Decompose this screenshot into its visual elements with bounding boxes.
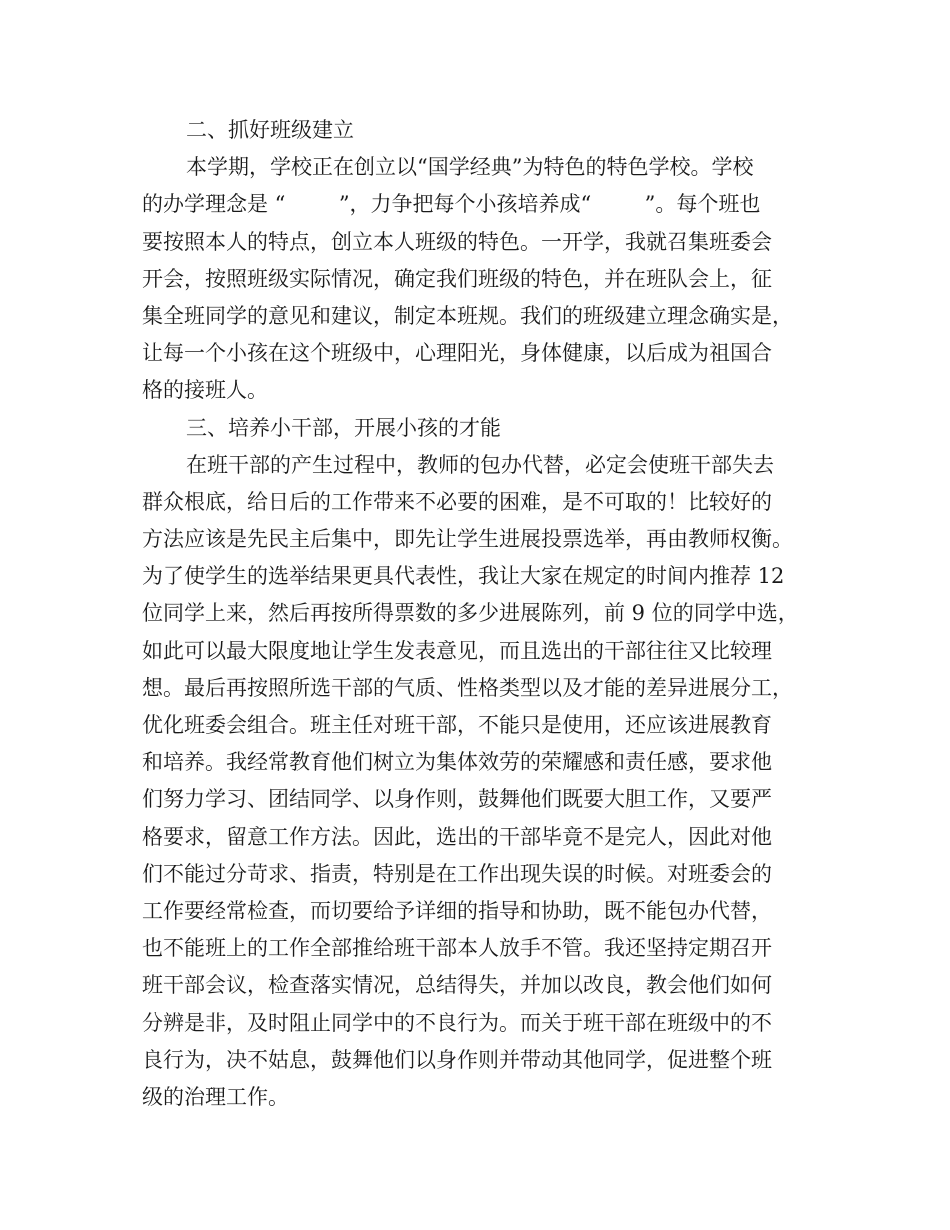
paragraph-line: 方法应该是先民主后集中，即先让学生进展投票选举，再由教师权衡。 <box>142 527 793 552</box>
paragraph-line: 和培养。我经常教育他们树立为集体效劳的荣耀感和责任感，要求他 <box>142 750 772 775</box>
paragraph-line: 格要求，留意工作方法。因此，选出的干部毕竟不是完人，因此对他 <box>142 824 772 849</box>
paragraph-line: 位同学上来，然后再按所得票数的多少进展陈列，前 9 位的同学中选， <box>142 601 799 626</box>
paragraph-line: 开会，按照班级实际情况，确定我们班级的特色，并在班队会上，征 <box>142 266 772 291</box>
paragraph-line: 也不能班上的工作全部推给班干部本人放手不管。我还坚持定期召开 <box>142 936 772 961</box>
paragraph-line: 级的治理工作。 <box>142 1084 289 1109</box>
paragraph-line: 们努力学习、团结同学、以身作则，鼓舞他们既要大胆工作，又要严 <box>142 787 772 812</box>
paragraph-line: 良行为，决不姑息，鼓舞他们以身作则并带动其他同学，促进整个班 <box>142 1047 772 1072</box>
paragraph-line: 为了使学生的选举结果更具代表性，我让大家在规定的时间内推荐 12 <box>142 564 785 589</box>
document-body <box>142 112 832 1116</box>
paragraph-line: 在班干部的产生过程中，教师的包办代替，必定会使班干部失去 <box>186 452 774 477</box>
paragraph-line: 格的接班人。 <box>142 378 268 403</box>
paragraph-line: 集全班同学的意见和建议，制定本班规。我们的班级建立理念确实是， <box>142 303 793 328</box>
paragraph-line: 的办学理念是 “ ”，力争把每个小孩培养成“ ”。每个班也 <box>142 192 761 217</box>
paragraph-line: 们不能过分苛求、指责，特别是在工作出现失误的时候。对班委会的 <box>142 861 772 886</box>
paragraph-line: 优化班委会组合。班主任对班干部，不能只是使用，还应该进展教育 <box>142 713 772 737</box>
paragraph-line: 工作要经常检查，而切要给予详细的指导和协助，既不能包办代替， <box>142 898 772 923</box>
paragraph-line: 要按照本人的特点，创立本人班级的特色。一开学，我就召集班委会 <box>142 229 772 254</box>
paragraph-line: 本学期，学校正在创立以“国学经典”为特色的特色学校。学校 <box>186 155 754 180</box>
paragraph-line: 如此可以最大限度地让学生发表意见，而且选出的干部往往又比较理 <box>142 638 772 663</box>
paragraph-line: 分辨是非，及时阻止同学中的不良行为。而关于班干部在班级中的不 <box>142 1010 772 1035</box>
paragraph-line: 群众根底，给日后的工作带来不必要的困难，是不可取的！比较好的 <box>142 489 772 514</box>
paragraph-line: 想。最后再按照所选干部的气质、性格类型以及才能的差异进展分工， <box>142 675 793 700</box>
paragraph-line: 让每一个小孩在这个班级中，心理阳光，身体健康，以后成为祖国合 <box>142 341 772 366</box>
section-heading: 三、培养小干部，开展小孩的才能 <box>186 415 501 440</box>
paragraph-line: 班干部会议，检查落实情况，总结得失，并加以改良，教会他们如何 <box>142 973 772 998</box>
section-heading: 二、抓好班级建立 <box>186 118 354 142</box>
